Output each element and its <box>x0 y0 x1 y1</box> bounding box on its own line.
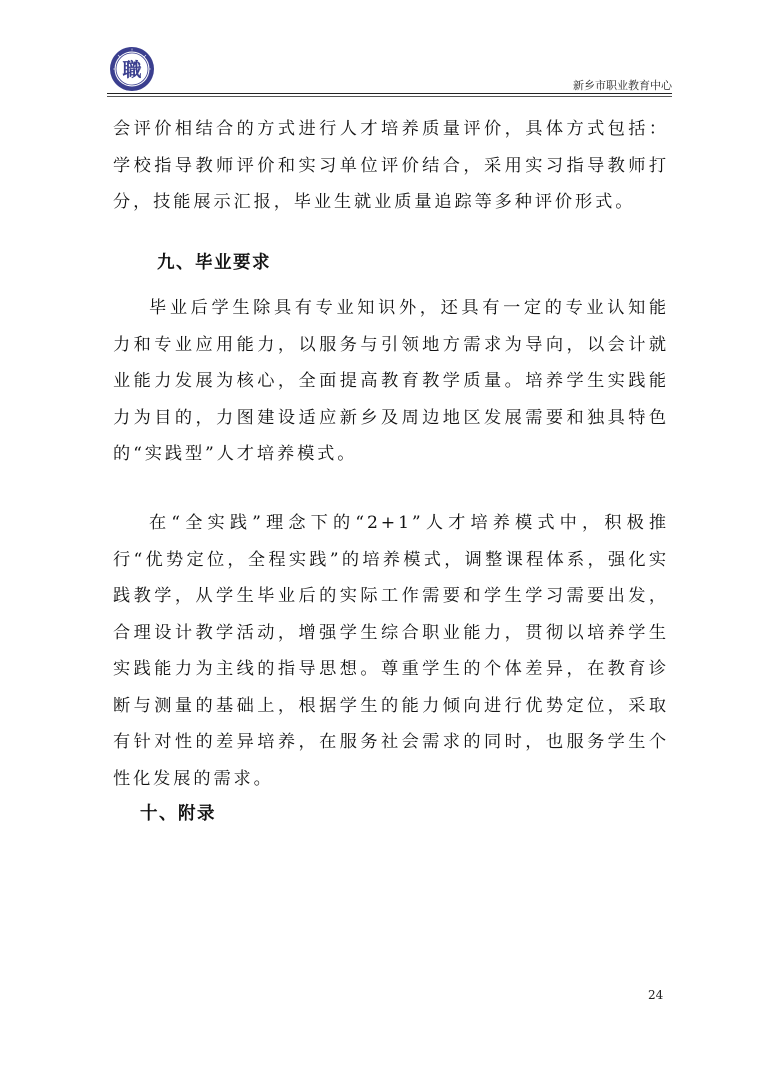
paragraph-graduation-requirements: 毕业后学生除具有专业知识外，还具有一定的专业认知能力和专业应用能力，以服务与引领地方需求为导向，以会计就业能力发展为核心，全面提高教育教学质量。培养学生实践能力为目的，力图建设适应新乡及周边地区发展需要和独具特色的“实践型”人才培养模式。 <box>113 298 669 464</box>
page-header <box>107 42 672 94</box>
school-logo-icon <box>109 46 155 92</box>
organization-name: 新乡市职业教育中心 <box>573 79 672 92</box>
paragraph-evaluation: 会评价相结合的方式进行人才培养质量评价，具体方式包括：学校指导教师评价和实习单位评价结合，采用实习指导教师打分，技能展示汇报，毕业生就业质量追踪等多种评价形式。 <box>113 119 669 212</box>
paragraph-training-model: 在“全实践”理念下的“2+1”人才培养模式中，积极推行“优势定位，全程实践”的培养模式，调整课程体系，强化实践教学，从学生毕业后的实际工作需要和学生学习需要出发，合理设计教学活动，增强学生综合职业能力，贯彻以培养学生实践能力为主线的指导思想。尊重学生的个体差异，在教育诊断与测量的基础上，根据学生的能力倾向进行优势定位，采取有针对性的差异培养，在服务社会需求的同时，也服务学生个性化发展的需求。 <box>113 513 669 789</box>
page-number: 24 <box>648 988 664 1002</box>
section-heading-appendix: 十、附录 <box>140 804 216 824</box>
header-divider-thin <box>107 96 672 97</box>
logo-glyph: 職 <box>122 59 142 81</box>
header-divider <box>107 93 672 94</box>
section-heading-graduation-requirements: 九、毕业要求 <box>157 253 271 273</box>
